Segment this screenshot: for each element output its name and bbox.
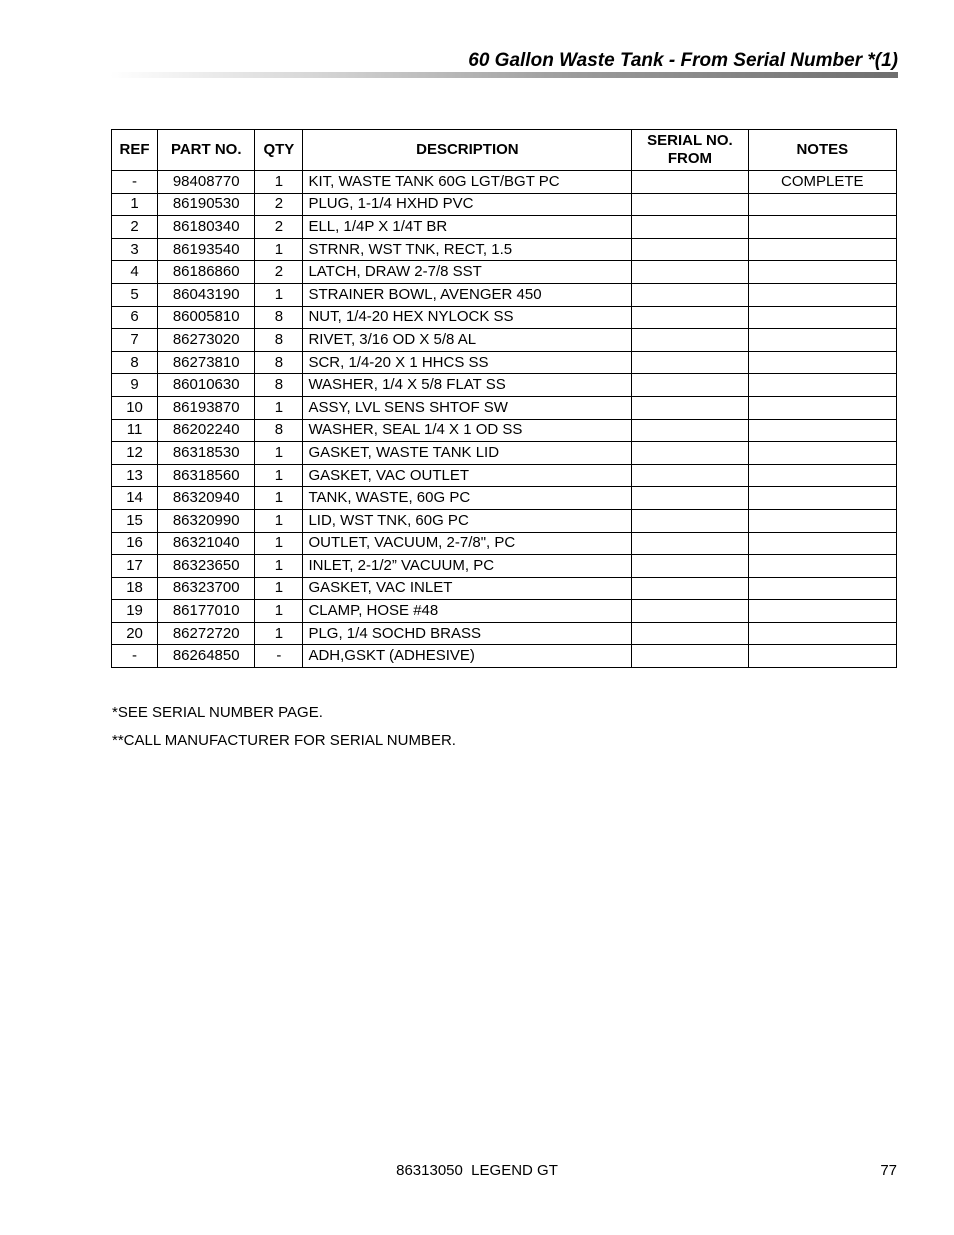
description-cell: GASKET, WASTE TANK LID (303, 442, 632, 465)
part-no-cell: 86320940 (158, 487, 255, 510)
description-cell: INLET, 2-1/2” VACUUM, PC (303, 555, 632, 578)
column-header-notes: NOTES (748, 130, 896, 171)
description-cell: LATCH, DRAW 2-7/8 SST (303, 261, 632, 284)
parts-table-body (112, 171, 897, 668)
description-cell: GASKET, VAC OUTLET (303, 464, 632, 487)
column-header-serial-no-from: SERIAL NO. FROM (632, 130, 748, 171)
serial-no-cell (632, 283, 748, 306)
column-header-ref: REF (112, 130, 158, 171)
notes-cell (748, 238, 896, 261)
description-cell: ASSY, LVL SENS SHTOF SW (303, 396, 632, 419)
ref-cell: - (112, 171, 158, 194)
part-no-cell: 86177010 (158, 600, 255, 623)
qty-cell: 1 (255, 171, 303, 194)
description-cell: NUT, 1/4-20 HEX NYLOCK SS (303, 306, 632, 329)
notes-cell (748, 374, 896, 397)
ref-cell: - (112, 645, 158, 668)
table-row (112, 600, 897, 623)
qty-cell: 1 (255, 283, 303, 306)
page-title: 60 Gallon Waste Tank - From Serial Number *(1) (468, 50, 898, 71)
qty-cell: 8 (255, 374, 303, 397)
serial-no-cell (632, 645, 748, 668)
serial-no-cell (632, 577, 748, 600)
ref-cell: 4 (112, 261, 158, 284)
ref-cell: 2 (112, 216, 158, 239)
qty-cell: 1 (255, 555, 303, 578)
table-row (112, 351, 897, 374)
part-no-cell: 86318560 (158, 464, 255, 487)
serial-no-cell (632, 238, 748, 261)
table-row (112, 306, 897, 329)
table-row (112, 622, 897, 645)
table-row (112, 577, 897, 600)
part-no-cell: 86190530 (158, 193, 255, 216)
qty-cell: 1 (255, 600, 303, 623)
qty-cell: 1 (255, 396, 303, 419)
table-row (112, 216, 897, 239)
part-no-cell: 86193540 (158, 238, 255, 261)
notes-cell (748, 306, 896, 329)
part-no-cell: 86321040 (158, 532, 255, 555)
ref-cell: 18 (112, 577, 158, 600)
serial-no-cell (632, 487, 748, 510)
part-no-cell: 86010630 (158, 374, 255, 397)
serial-no-cell (632, 600, 748, 623)
description-cell: ELL, 1/4P X 1/4T BR (303, 216, 632, 239)
ref-cell: 20 (112, 622, 158, 645)
part-no-cell: 86273810 (158, 351, 255, 374)
part-no-cell: 86320990 (158, 509, 255, 532)
ref-cell: 12 (112, 442, 158, 465)
table-row (112, 509, 897, 532)
serial-no-cell (632, 419, 748, 442)
qty-cell: 2 (255, 216, 303, 239)
ref-cell: 7 (112, 329, 158, 352)
table-row (112, 555, 897, 578)
ref-cell: 8 (112, 351, 158, 374)
serial-no-cell (632, 555, 748, 578)
qty-cell: 1 (255, 509, 303, 532)
table-row (112, 396, 897, 419)
description-cell: GASKET, VAC INLET (303, 577, 632, 600)
table-row (112, 374, 897, 397)
description-cell: LID, WST TNK, 60G PC (303, 509, 632, 532)
qty-cell: 2 (255, 193, 303, 216)
serial-no-cell (632, 193, 748, 216)
ref-cell: 3 (112, 238, 158, 261)
description-cell: SCR, 1/4-20 X 1 HHCS SS (303, 351, 632, 374)
serial-no-cell (632, 216, 748, 239)
qty-cell: 8 (255, 306, 303, 329)
notes-cell (748, 645, 896, 668)
ref-cell: 17 (112, 555, 158, 578)
serial-no-cell (632, 261, 748, 284)
footnote-serial-page: *SEE SERIAL NUMBER PAGE. (112, 704, 323, 721)
ref-cell: 10 (112, 396, 158, 419)
table-row (112, 442, 897, 465)
ref-cell: 5 (112, 283, 158, 306)
table-header-row (112, 130, 897, 171)
part-no-cell: 98408770 (158, 171, 255, 194)
qty-cell: 8 (255, 419, 303, 442)
serial-no-cell (632, 374, 748, 397)
footnote-call-manufacturer: **CALL MANUFACTURER FOR SERIAL NUMBER. (112, 732, 456, 749)
description-cell: ADH,GSKT (ADHESIVE) (303, 645, 632, 668)
notes-cell (748, 283, 896, 306)
column-header-description: DESCRIPTION (303, 130, 632, 171)
part-no-cell: 86193870 (158, 396, 255, 419)
table-row (112, 261, 897, 284)
qty-cell: 1 (255, 487, 303, 510)
qty-cell: 1 (255, 464, 303, 487)
table-row (112, 171, 897, 194)
part-no-cell: 86264850 (158, 645, 255, 668)
title-rule (110, 72, 898, 78)
qty-cell: - (255, 645, 303, 668)
table-row (112, 464, 897, 487)
description-cell: RIVET, 3/16 OD X 5/8 AL (303, 329, 632, 352)
qty-cell: 2 (255, 261, 303, 284)
serial-no-cell (632, 442, 748, 465)
ref-cell: 11 (112, 419, 158, 442)
serial-no-cell (632, 532, 748, 555)
notes-cell (748, 555, 896, 578)
table-row (112, 283, 897, 306)
serial-no-cell (632, 329, 748, 352)
part-no-cell: 86273020 (158, 329, 255, 352)
table-row (112, 193, 897, 216)
notes-cell (748, 600, 896, 623)
part-no-cell: 86005810 (158, 306, 255, 329)
notes-cell (748, 442, 896, 465)
part-no-cell: 86180340 (158, 216, 255, 239)
parts-table (111, 129, 897, 668)
notes-cell (748, 622, 896, 645)
table-row (112, 645, 897, 668)
qty-cell: 8 (255, 329, 303, 352)
column-header-qty: QTY (255, 130, 303, 171)
ref-cell: 6 (112, 306, 158, 329)
part-no-cell: 86323700 (158, 577, 255, 600)
ref-cell: 1 (112, 193, 158, 216)
qty-cell: 1 (255, 238, 303, 261)
part-no-cell: 86186860 (158, 261, 255, 284)
notes-cell (748, 329, 896, 352)
notes-cell (748, 532, 896, 555)
notes-cell (748, 487, 896, 510)
serial-no-cell (632, 171, 748, 194)
serial-no-cell (632, 622, 748, 645)
description-cell: CLAMP, HOSE #48 (303, 600, 632, 623)
column-header-part-no: PART NO. (158, 130, 255, 171)
table-row (112, 329, 897, 352)
notes-cell (748, 261, 896, 284)
footer-document-id: 86313050 LEGEND GT (396, 1162, 558, 1179)
part-no-cell: 86043190 (158, 283, 255, 306)
table-row (112, 532, 897, 555)
serial-no-cell (632, 509, 748, 532)
ref-cell: 9 (112, 374, 158, 397)
description-cell: WASHER, SEAL 1/4 X 1 OD SS (303, 419, 632, 442)
notes-cell (748, 396, 896, 419)
notes-cell (748, 509, 896, 532)
notes-cell (748, 419, 896, 442)
table-row (112, 238, 897, 261)
qty-cell: 1 (255, 622, 303, 645)
description-cell: WASHER, 1/4 X 5/8 FLAT SS (303, 374, 632, 397)
ref-cell: 14 (112, 487, 158, 510)
table-row (112, 487, 897, 510)
notes-cell (748, 216, 896, 239)
notes-cell (748, 193, 896, 216)
description-cell: PLG, 1/4 SOCHD BRASS (303, 622, 632, 645)
description-cell: OUTLET, VACUUM, 2-7/8", PC (303, 532, 632, 555)
serial-no-cell (632, 396, 748, 419)
part-no-cell: 86272720 (158, 622, 255, 645)
notes-cell (748, 351, 896, 374)
description-cell: STRAINER BOWL, AVENGER 450 (303, 283, 632, 306)
serial-no-cell (632, 306, 748, 329)
notes-cell (748, 464, 896, 487)
ref-cell: 19 (112, 600, 158, 623)
ref-cell: 15 (112, 509, 158, 532)
ref-cell: 13 (112, 464, 158, 487)
description-cell: STRNR, WST TNK, RECT, 1.5 (303, 238, 632, 261)
notes-cell: COMPLETE (748, 171, 896, 194)
part-no-cell: 86202240 (158, 419, 255, 442)
description-cell: KIT, WASTE TANK 60G LGT/BGT PC (303, 171, 632, 194)
part-no-cell: 86323650 (158, 555, 255, 578)
ref-cell: 16 (112, 532, 158, 555)
qty-cell: 1 (255, 577, 303, 600)
notes-cell (748, 577, 896, 600)
qty-cell: 1 (255, 532, 303, 555)
page-number: 77 (880, 1162, 897, 1179)
part-no-cell: 86318530 (158, 442, 255, 465)
description-cell: PLUG, 1-1/4 HXHD PVC (303, 193, 632, 216)
serial-no-cell (632, 351, 748, 374)
table-row (112, 419, 897, 442)
qty-cell: 8 (255, 351, 303, 374)
serial-no-cell (632, 464, 748, 487)
description-cell: TANK, WASTE, 60G PC (303, 487, 632, 510)
qty-cell: 1 (255, 442, 303, 465)
